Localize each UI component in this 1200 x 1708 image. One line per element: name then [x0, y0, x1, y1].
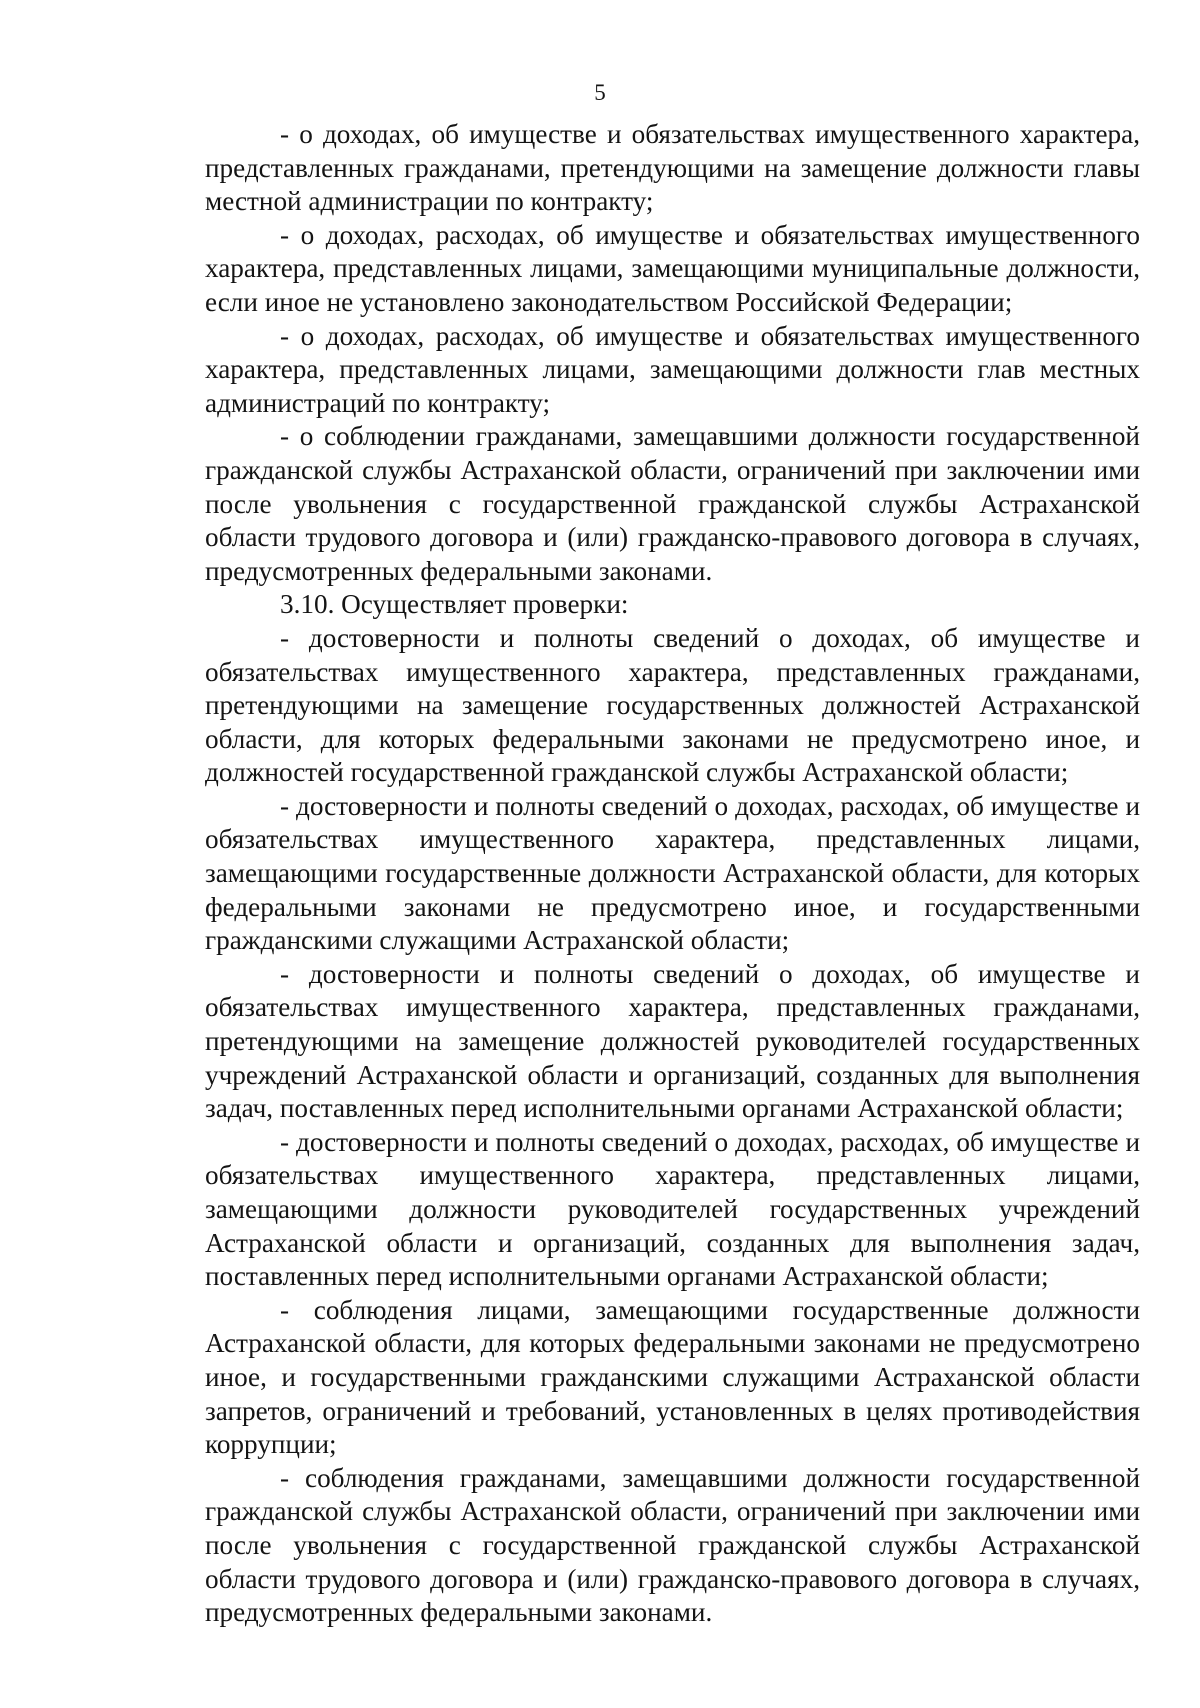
- paragraph-2: - о доходах, расходах, об имуществе и обязательствах имущественного характера, представленных лицами, замещающими муниципальные должности, если иное не установлено законодательством Российской Федерации;: [205, 219, 1140, 317]
- paragraph-10: - соблюдения лицами, замещающими государственные должности Астраханской области, для которых федеральными законами не предусмотрено иное, и государственными гражданскими служащими Астраханской области запретов, ограничений и требований, установленных в целях противодействия коррупции;: [205, 1294, 1140, 1460]
- paragraph-4: - о соблюдении гражданами, замещавшими должности государственной гражданской службы Астраханской области, ограничений при заключении ими после увольнения с государственной гражданской службы Астраханской области трудового договора и (или) гражданско-правового договора в случаях, предусмотренных федеральными законами.: [205, 421, 1140, 586]
- paragraph-6: - достоверности и полноты сведений о доходах, об имуществе и обязательствах имущественного характера, представленных гражданами, претендующими на замещение государственных должностей Астраханской области, для которых федеральными законами не предусмотрено иное, и должностей государственной гражданской службы Астраханской области;: [205, 622, 1140, 788]
- paragraph-8: - достоверности и полноты сведений о доходах, об имуществе и обязательствах имущественного характера, представленных гражданами, претендующими на замещение должностей руководителей государственных учреждений Астраханской области и организаций, созданных для выполнения задач, поставленных перед исполнительными органами Астраханской области;: [205, 958, 1140, 1124]
- document-body: [205, 118, 1140, 1630]
- paragraph-9: - достоверности и полноты сведений о доходах, расходах, об имуществе и обязательствах имущественного характера, представленных лицами, замещающими должности руководителей государственных учреждений Астраханской области и организаций, созданных для выполнения задач, поставленных перед исполнительными органами Астраханской области;: [205, 1126, 1140, 1292]
- page-number: 5: [594, 80, 606, 105]
- paragraph-1: - о доходах, об имуществе и обязательствах имущественного характера, представленных гражданами, претендующими на замещение должности главы местной администрации по контракту;: [205, 119, 1140, 217]
- paragraph-11: - соблюдения гражданами, замещавшими должности государственной гражданской службы Астраханской области, ограничений при заключении ими после увольнения с государственной гражданской службы Астраханской области трудового договора и (или) гражданско-правового договора в случаях, предусмотренных федеральными законами.: [205, 1462, 1140, 1628]
- paragraph-7: - достоверности и полноты сведений о доходах, расходах, об имуществе и обязательствах имущественного характера, представленных лицами, замещающими государственные должности Астраханской области, для которых федеральными законами не предусмотрено иное, и государственными гражданскими служащими Астраханской области;: [205, 790, 1140, 956]
- section-heading-3-10: 3.10. Осуществляет проверки:: [280, 589, 629, 620]
- paragraph-3: - о доходах, расходах, об имуществе и обязательствах имущественного характера, представленных лицами, замещающими должности глав местных администраций по контракту;: [205, 320, 1140, 418]
